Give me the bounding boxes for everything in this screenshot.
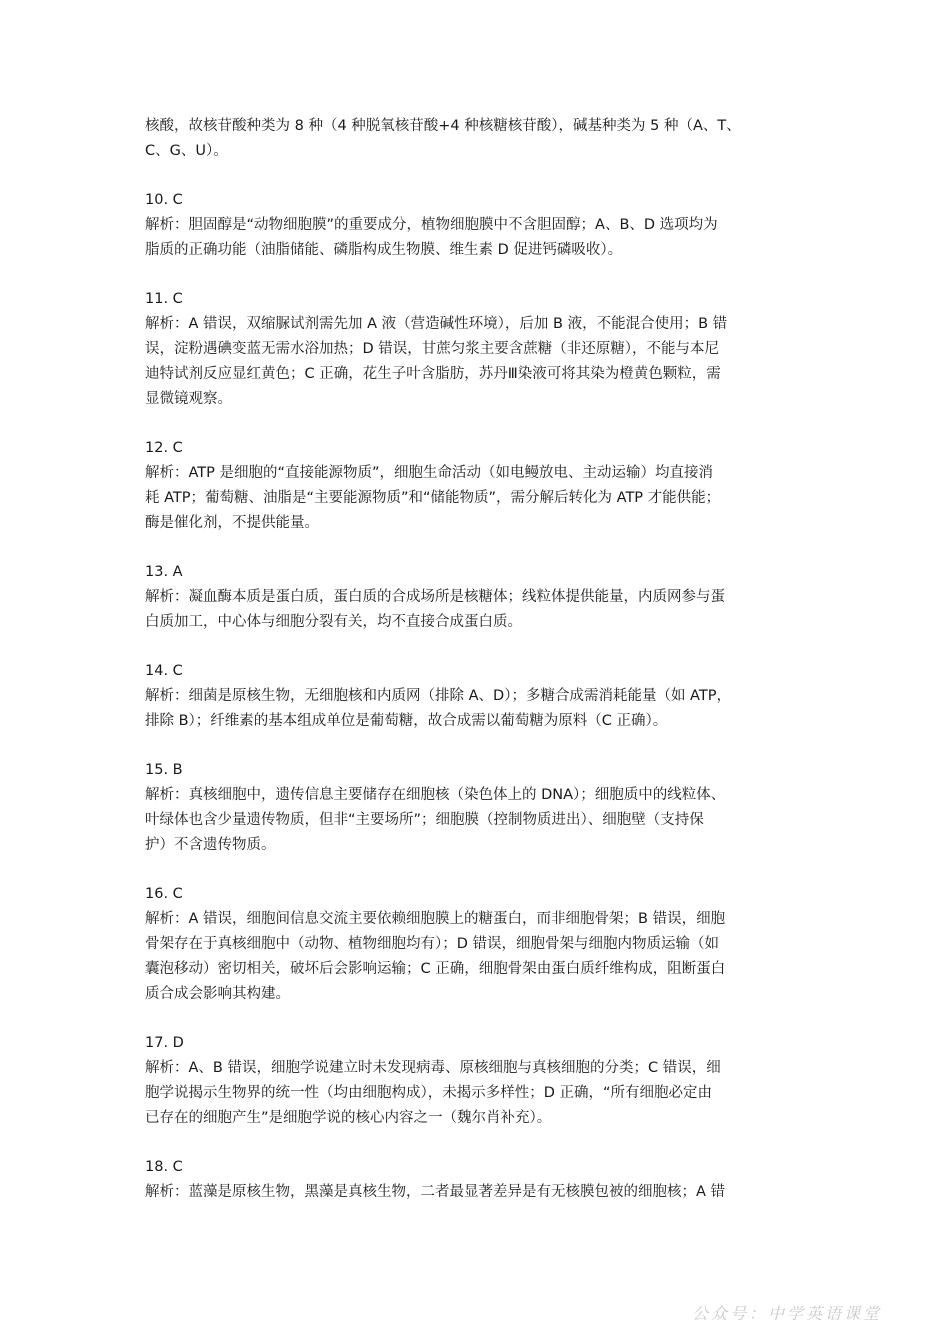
- answer-heading: 10. C: [145, 192, 183, 208]
- explanation-line: 叶绿体也含少量遗传物质，但非“主要场所”；细胞膜（控制物质进出）、细胞壁（支持保: [145, 812, 704, 828]
- answer-block: [145, 188, 810, 263]
- explanation-line: 酶是催化剂，不提供能量。: [145, 515, 319, 531]
- explanation-line: 解析：真核细胞中，遗传信息主要储存在细胞核（染色体上的 DNA）；细胞质中的线粒体、: [145, 787, 726, 803]
- explanation-line: 显微镜观察。: [145, 391, 232, 407]
- answer-heading: 17. D: [145, 1035, 184, 1051]
- answer-heading: 14. C: [145, 663, 183, 679]
- answer-block: [145, 560, 810, 635]
- answer-list: [145, 188, 810, 1205]
- answer-heading: 15. B: [145, 762, 183, 778]
- answer-heading: 16. C: [145, 886, 183, 902]
- explanation-line: 已存在的细胞产生”是细胞学说的核心内容之一（魏尔肖补充）。: [145, 1110, 552, 1126]
- answer-block: [145, 1155, 810, 1205]
- answer-block: [145, 758, 810, 858]
- explanation-line: 解析：A 错误，双缩脲试剂需先加 A 液（营造碱性环境），后加 B 液，不能混合使用；B 错: [145, 316, 728, 332]
- explanation-line: 解析：ATP 是细胞的“直接能源物质”，细胞生命活动（如电鳗放电、主动运输）均直接消: [145, 465, 714, 481]
- explanation-line: 脂质的正确功能（油脂储能、磷脂构成生物膜、维生素 D 促进钙磷吸收）。: [145, 242, 623, 258]
- answer-heading: 18. C: [145, 1159, 183, 1175]
- intro-paragraph: [145, 114, 810, 164]
- explanation-line: 误，淀粉遇碘变蓝无需水浴加热；D 错误，甘蔗匀浆主要含蔗糖（非还原糖），不能与本尼: [145, 341, 720, 357]
- explanation-line: 解析：A 错误，细胞间信息交流主要依赖细胞膜上的糖蛋白，而非细胞骨架；B 错误，细胞: [145, 911, 726, 927]
- explanation-line: 解析：蓝藻是原核生物，黑藻是真核生物，二者最显著差异是有无核膜包被的细胞核；A 错: [145, 1184, 726, 1200]
- answer-block: [145, 659, 810, 734]
- explanation-line: 排除 B）；纤维素的基本组成单位是葡萄糖，故合成需以葡萄糖为原料（C 正确）。: [145, 713, 668, 729]
- text-line: 核酸，故核苷酸种类为 8 种（4 种脱氧核苷酸+4 种核糖核苷酸），碱基种类为 5 种（A、T、: [145, 118, 741, 134]
- answer-heading: 11. C: [145, 291, 183, 307]
- text-line: C、G、U）。: [145, 143, 228, 159]
- answer-block: [145, 436, 810, 536]
- explanation-line: 胞学说揭示生物界的统一性（均由细胞构成），未揭示多样性；D 正确，“所有细胞必定由: [145, 1085, 713, 1101]
- answer-heading: 13. A: [145, 564, 183, 580]
- explanation-line: 迪特试剂反应显红黄色；C 正确，花生子叶含脂肪，苏丹Ⅲ染液可将其染为橙黄色颗粒，需: [145, 366, 721, 382]
- answer-block: [145, 287, 810, 412]
- explanation-line: 护）不含遗传物质。: [145, 837, 276, 853]
- answer-block: [145, 882, 810, 1007]
- explanation-line: 囊泡移动）密切相关，破坏后会影响运输；C 正确，细胞骨架由蛋白质纤维构成，阻断蛋白: [145, 961, 726, 977]
- explanation-line: 骨架存在于真核细胞中（动物、植物细胞均有）；D 错误，细胞骨架与细胞内物质运输（如: [145, 936, 720, 952]
- explanation-line: 解析：胆固醇是“动物细胞膜”的重要成分，植物细胞膜中不含胆固醇；A、B、D 选项均为: [145, 217, 718, 233]
- answer-block: [145, 1031, 810, 1131]
- explanation-line: 解析：凝血酶本质是蛋白质，蛋白质的合成场所是核糖体；线粒体提供能量，内质网参与蛋: [145, 589, 725, 605]
- explanation-line: 解析：细菌是原核生物，无细胞核和内质网（排除 A、D）；多糖合成需消耗能量（如 ATP，: [145, 688, 731, 704]
- explanation-line: 解析：A、B 错误，细胞学说建立时未发现病毒、原核细胞与真核细胞的分类；C 错误，细: [145, 1060, 721, 1076]
- explanation-line: 白质加工，中心体与细胞分裂有关，均不直接合成蛋白质。: [145, 614, 522, 630]
- watermark: 公众号：中学英语课堂: [691, 1304, 882, 1323]
- document-page: [145, 114, 810, 1205]
- answer-heading: 12. C: [145, 440, 183, 456]
- explanation-line: 耗 ATP；葡萄糖、油脂是“主要能源物质”和“储能物质”，需分解后转化为 ATP 才能供能；: [145, 490, 721, 506]
- explanation-line: 质合成会影响其构建。: [145, 986, 290, 1002]
